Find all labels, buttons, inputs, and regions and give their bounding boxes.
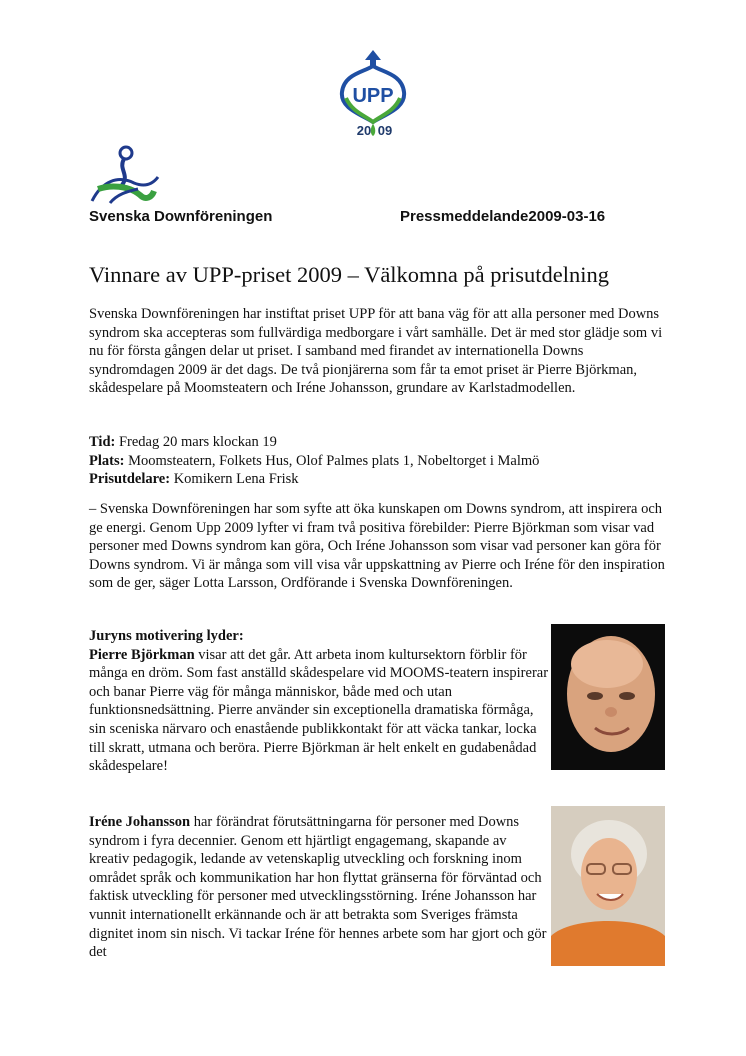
- pierre-text: visar att det går. Att arbeta inom kultursektorn förblir för många en dröm. Som fast anställd skådespelare vid MOOMS-teatern inspirerar och banar Pierre väg för många människor, både med och utan funktionsnedsättning. Pierre använder sin exceptionella dramatiska förmåga, sin sceniska närvaro och enastående publikkontakt för att väcka tankar, locka till skratt, utmana och beröra. Pierre Björkman är helt enkelt en gudabenådad skådespelare!: [89, 646, 549, 775]
- place-label: Plats:: [89, 452, 125, 469]
- irene-johansson-photo: [551, 806, 665, 966]
- event-details: [89, 433, 669, 489]
- presenter-value: Komikern Lena Frisk: [170, 471, 299, 488]
- intro-paragraph: Svenska Downföreningen har instiftat priset UPP för att bana väg för att alla personer med Downs syndrom ska accepteras som fullvärdiga medborgare i vårt samhälle. Det är med stor glädje som vi nu för första gången delar ut priset. I samband med firandet av internationella Downs syndromdagen 2009 är det dags. De två pionjärerna som får ta emot priset är Pierre Björkman, skådespelare på Moomsteatern och Iréne Johansson, grundare av Karlstadmodellen.: [89, 306, 663, 397]
- jury-heading: Juryns motivering lyder:: [89, 628, 244, 644]
- page-title: Vinnare av UPP-priset 2009 – Välkomna på prisutdelning: [89, 262, 610, 287]
- place-value: Moomsteatern, Folkets Hus, Olof Palmes plats 1, Nobeltorget i Malmö: [124, 452, 540, 469]
- upp-logo-year-left: 20: [356, 123, 372, 138]
- presenter-label: Prisutdelare:: [89, 471, 171, 488]
- logo-year-drop: [371, 124, 376, 136]
- press-release-header: [400, 208, 605, 225]
- organization-name: Svenska Downföreningen: [89, 208, 273, 225]
- irene-text: har förändrat förutsättningarna för personer med Downs syndrom i fyra decennier. Genom ett hjärtligt engagemang, skapande av kreativ pedagogik, ledande av vetenskaplig utveckling och forskning inom området språk och kommunikation har hon flyttat gränserna för förväntad och faktisk utveckling för personer med utvecklingsstörning. Iréne Johansson har vunnit internationellt erkännande och är att betrakta som Sveriges främsta dignitet inom sin nisch. Vi tackar Iréne för hennes arbete som har gjort och gör det: [89, 814, 547, 961]
- press-date: 2009-03-16: [528, 208, 606, 225]
- jury-motivation-irene: [89, 813, 549, 962]
- downforeningen-logo-icon: [88, 145, 160, 207]
- time-label: Tid:: [89, 434, 116, 450]
- press-label: Pressmeddelande: [400, 208, 529, 225]
- pierre-bjorkman-photo: [551, 624, 665, 770]
- time-line: [89, 433, 669, 452]
- presenter-line: [89, 470, 669, 489]
- quote-paragraph: – Svenska Downföreningen har som syfte att öka kunskapen om Downs syndrom, att inspirera och ge energi. Genom Upp 2009 lyfter vi fram två positiva förebilder: Pierre Björkman som visar vad personer med Downs syndrom kan göra, Och Iréne Johansson som visar vad personer kan göra för Downs syndrom. Vi är många som vill visa vår uppskattning av Pierre och Iréne för den inspiration som de ger, säger Lotta Larsson, Ordförande i Svenska Downföreningen.: [89, 501, 665, 592]
- upp-logo-text: UPP: [352, 85, 394, 107]
- place-line: [89, 452, 669, 471]
- upp-2009-logo: [334, 48, 412, 140]
- upp-logo-year-right: 09: [377, 123, 393, 138]
- jury-motivation-pierre: [89, 627, 549, 776]
- pierre-name: Pierre Björkman: [89, 646, 195, 663]
- irene-name: Iréne Johansson: [89, 814, 191, 830]
- time-value: Fredag 20 mars klockan 19: [115, 434, 277, 450]
